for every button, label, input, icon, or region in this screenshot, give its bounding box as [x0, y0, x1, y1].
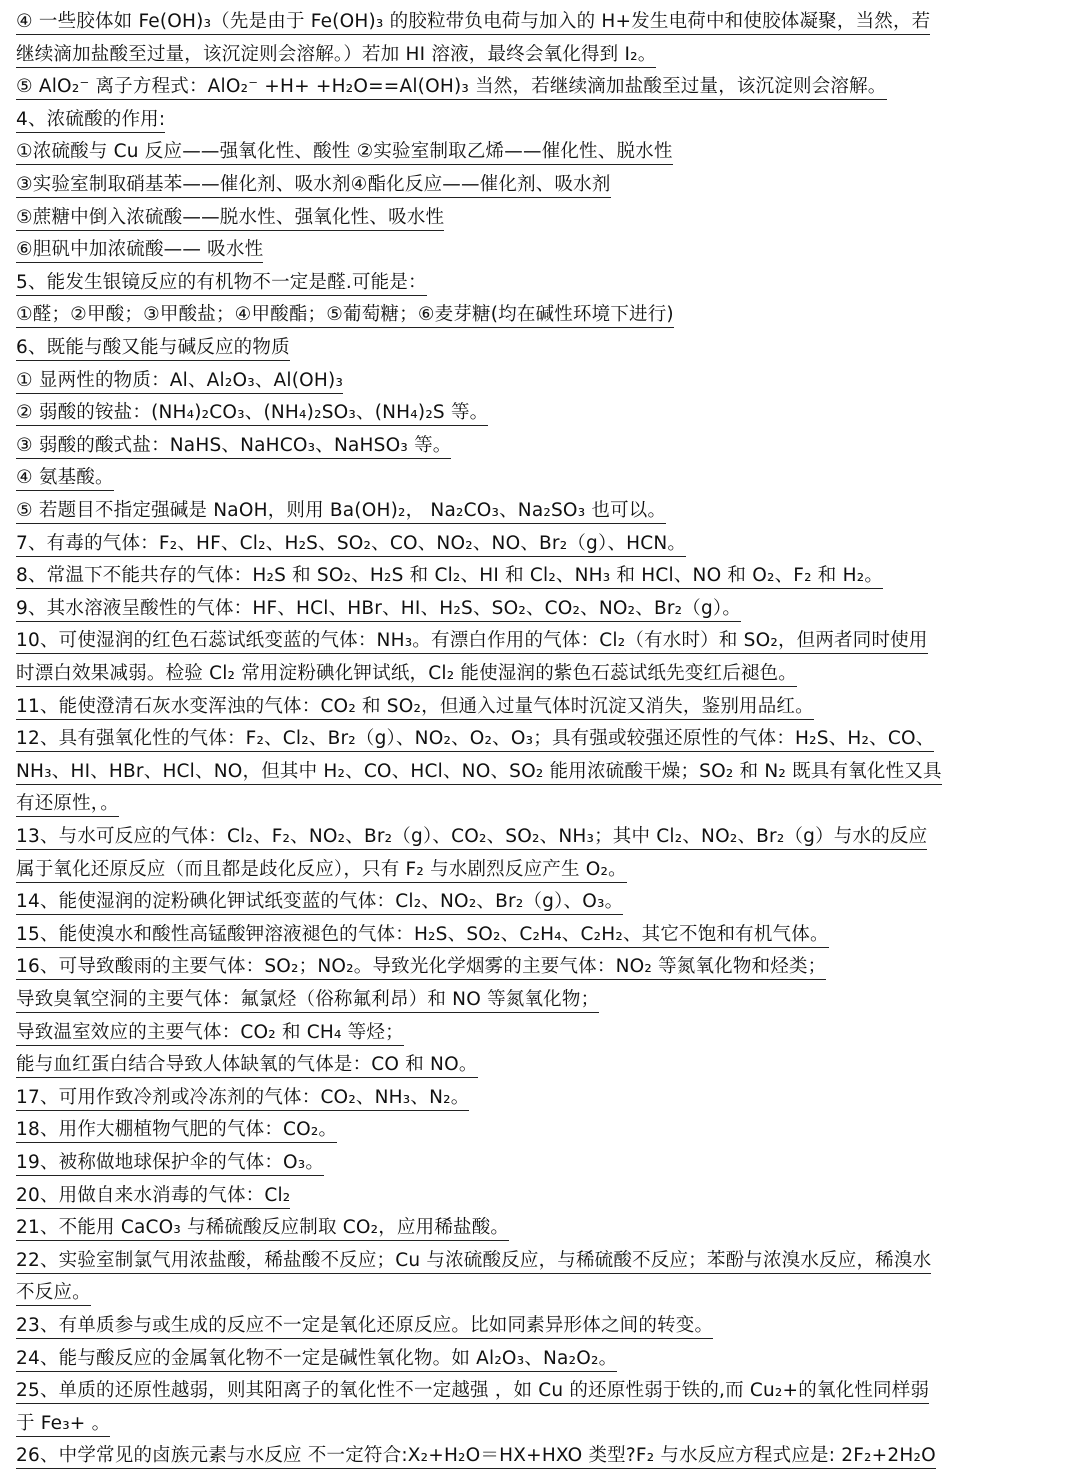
text-line-content: ③ 弱酸的酸式盐：NaHS、NaHCO₃、NaHSO₃ 等。	[16, 435, 451, 459]
text-line-content: 时漂白效果减弱。检验 Cl₂ 常用淀粉碘化钾试纸，Cl₂ 能使湿润的紫色石蕊试纸先变红后褪色。	[16, 663, 797, 687]
text-line	[16, 528, 686, 560]
text-line	[16, 365, 343, 397]
text-line-content: ⑤ 若题目不指定强碱是 NaOH，则用 Ba(OH)₂， Na₂CO₃、Na₂SO₃ 也可以。	[16, 500, 666, 524]
text-line-content: ⑥胆矾中加浓硫酸—— 吸水性	[16, 239, 263, 263]
text-line	[16, 1017, 404, 1049]
text-line-content: ④ 一些胶体如 Fe(OH)₃（先是由于 Fe(OH)₃ 的胶粒带负电荷与加入的 H+发生电荷中和使胶体凝聚，当然，若	[16, 11, 930, 35]
text-line	[16, 1343, 617, 1375]
text-line	[16, 202, 444, 234]
text-line-content: 26、中学常见的卤族元素与水反应 不一定符合:X₂+H₂O＝HX+HXO 类型?F₂ 与水反应方程式应是: 2F₂+2H₂O	[16, 1445, 936, 1469]
text-line	[16, 1440, 936, 1472]
text-line	[16, 788, 119, 820]
text-line	[16, 821, 927, 853]
text-line-content: 导致臭氧空洞的主要气体：氟氯烃（俗称氟利昂）和 NO 等氮氧化物；	[16, 989, 599, 1013]
text-line	[16, 299, 674, 331]
text-line-content: 不反应。	[16, 1282, 91, 1306]
text-line-content: 11、能使澄清石灰水变浑浊的气体：CO₂ 和 SO₂，但通入过量气体时沉淀又消失，鉴别用品红。	[16, 696, 814, 720]
text-line-content: ① 显两性的物质：Al、Al₂O₃、Al(OH)₃	[16, 370, 343, 394]
text-line	[16, 658, 797, 690]
text-line-content: 有还原性，。	[16, 793, 119, 817]
text-line	[16, 919, 829, 951]
text-line-content: 7、有毒的气体：F₂、HF、Cl₂、H₂S、SO₂、CO、NO₂、NO、Br₂（g）、HCN。	[16, 533, 686, 557]
text-line-content: 12、具有强氧化性的气体：F₂、Cl₂、Br₂（g）、NO₂、O₂、O₃；具有强或较强还原性的气体：H₂S、H₂、CO、	[16, 728, 934, 752]
text-line-content: ③实验室制取硝基苯——催化剂、吸水剂④酯化反应——催化剂、吸水剂	[16, 174, 611, 198]
text-line	[16, 691, 814, 723]
text-line	[16, 1375, 929, 1407]
text-line	[16, 39, 656, 71]
text-line-content: 16、可导致酸雨的主要气体：SO₂；NO₂。导致光化学烟雾的主要气体：NO₂ 等氮氧化物和烃类；	[16, 956, 826, 980]
text-line-content: 20、用做自来水消毒的气体：Cl₂	[16, 1185, 290, 1209]
text-line-content: 导致温室效应的主要气体：CO₂ 和 CH₄ 等烃；	[16, 1022, 404, 1046]
text-line	[16, 332, 290, 364]
text-line-content: 8、常温下不能共存的气体：H₂S 和 SO₂、H₂S 和 Cl₂、HI 和 Cl₂、NH₃ 和 HCl、NO 和 O₂、F₂ 和 H₂。	[16, 565, 883, 589]
text-line	[16, 397, 488, 429]
text-line-content: 10、可使湿润的红色石蕊试纸变蓝的气体：NH₃。有漂白作用的气体：Cl₂（有水时）和 SO₂，但两者同时使用	[16, 630, 928, 654]
text-line	[16, 462, 114, 494]
text-line	[16, 984, 599, 1016]
text-line	[16, 267, 427, 299]
text-line-content: ② 弱酸的铵盐：(NH₄)₂CO₃、(NH₄)₂SO₃、(NH₄)₂S 等。	[16, 402, 488, 426]
text-line	[16, 234, 263, 266]
text-line	[16, 1180, 290, 1212]
text-line	[16, 1082, 469, 1114]
text-line	[16, 1408, 110, 1440]
text-line-content: ①浓硫酸与 Cu 反应——强氧化性、酸性 ②实验室制取乙烯——催化性、脱水性	[16, 141, 673, 165]
text-line-content: 25、单质的还原性越弱，则其阳离子的氧化性不一定越强 ，如 Cu 的还原性弱于铁的,而 Cu₂+的氧化性同样弱	[16, 1380, 929, 1404]
text-line	[16, 136, 673, 168]
text-line	[16, 1147, 324, 1179]
text-line	[16, 1277, 91, 1309]
text-line-content: 属于氧化还原反应（而且都是歧化反应），只有 F₂ 与水剧烈反应产生 O₂。	[16, 859, 627, 883]
text-line-content: 15、能使溴水和酸性高锰酸钾溶液褪色的气体：H₂S、SO₂、C₂H₄、C₂H₂、其它不饱和有机气体。	[16, 924, 829, 948]
text-line	[16, 723, 934, 755]
text-line	[16, 625, 928, 657]
text-line	[16, 886, 623, 918]
text-line	[16, 951, 826, 983]
text-line	[16, 104, 165, 136]
text-line	[16, 1114, 337, 1146]
text-line-content: 18、用作大棚植物气肥的气体：CO₂。	[16, 1119, 337, 1143]
text-line-content: 5、能发生银镜反应的有机物不一定是醛.可能是：	[16, 272, 427, 296]
text-line	[16, 593, 741, 625]
text-line	[16, 495, 666, 527]
text-line	[16, 169, 611, 201]
text-line	[16, 1212, 509, 1244]
text-line-content: ⑤ AlO₂⁻ 离子方程式：AlO₂⁻ +H+ +H₂O==Al(OH)₃ 当然，若继续滴加盐酸至过量，该沉淀则会溶解。	[16, 76, 887, 100]
text-line	[16, 560, 883, 592]
text-line-content: 继续滴加盐酸至过量，该沉淀则会溶解。）若加 HI 溶液，最终会氧化得到 I₂。	[16, 44, 656, 68]
text-line-content: 14、能使湿润的淀粉碘化钾试纸变蓝的气体：Cl₂、NO₂、Br₂（g）、O₃。	[16, 891, 623, 915]
text-line-content: 4、浓硫酸的作用:	[16, 109, 165, 133]
text-line-content: NH₃、HI、HBr、HCl、NO，但其中 H₂、CO、HCl、NO、SO₂ 能用浓硫酸干燥；SO₂ 和 N₂ 既具有氧化性又具	[16, 761, 942, 785]
text-line-content: 22、实验室制氯气用浓盐酸，稀盐酸不反应；Cu 与浓硫酸反应，与稀硫酸不反应；苯酚与浓溴水反应，稀溴水	[16, 1250, 931, 1274]
text-line	[16, 1245, 931, 1277]
text-line-content: 19、被称做地球保护伞的气体：O₃。	[16, 1152, 324, 1176]
text-line-content: 于 Fe₃+ 。	[16, 1413, 110, 1437]
text-line	[16, 430, 451, 462]
text-line	[16, 854, 627, 886]
text-line-content: 23、有单质参与或生成的反应不一定是氧化还原反应。比如同素异形体之间的转变。	[16, 1315, 713, 1339]
text-line	[16, 6, 930, 38]
text-line-content: 21、不能用 CaCO₃ 与稀硫酸反应制取 CO₂，应用稀盐酸。	[16, 1217, 509, 1241]
text-line-content: 9、其水溶液呈酸性的气体：HF、HCl、HBr、HI、H₂S、SO₂、CO₂、NO₂、Br₂（g）。	[16, 598, 741, 622]
text-line-content: 6、既能与酸又能与碱反应的物质	[16, 337, 290, 361]
text-line-content: 24、能与酸反应的金属氧化物不一定是碱性氧化物。如 Al₂O₃、Na₂O₂。	[16, 1348, 617, 1372]
text-line-content: 13、与水可反应的气体：Cl₂、F₂、NO₂、Br₂（g）、CO₂、SO₂、NH₃；其中 Cl₂、NO₂、Br₂（g）与水的反应	[16, 826, 927, 850]
text-line-content: 17、可用作致冷剂或冷冻剂的气体：CO₂、NH₃、N₂。	[16, 1087, 469, 1111]
text-line	[16, 71, 887, 103]
text-line-content: ④ 氨基酸。	[16, 467, 114, 491]
text-line-content: ①醛；②甲酸；③甲酸盐；④甲酸酯；⑤葡萄糖；⑥麦芽糖(均在碱性环境下进行)	[16, 304, 674, 328]
text-line	[16, 1310, 713, 1342]
text-line-content: 能与血红蛋白结合导致人体缺氧的气体是：CO 和 NO。	[16, 1054, 478, 1078]
text-line	[16, 1049, 478, 1081]
text-line	[16, 756, 942, 788]
text-line-content: ⑤蔗糖中倒入浓硫酸——脱水性、强氧化性、吸水性	[16, 207, 444, 231]
